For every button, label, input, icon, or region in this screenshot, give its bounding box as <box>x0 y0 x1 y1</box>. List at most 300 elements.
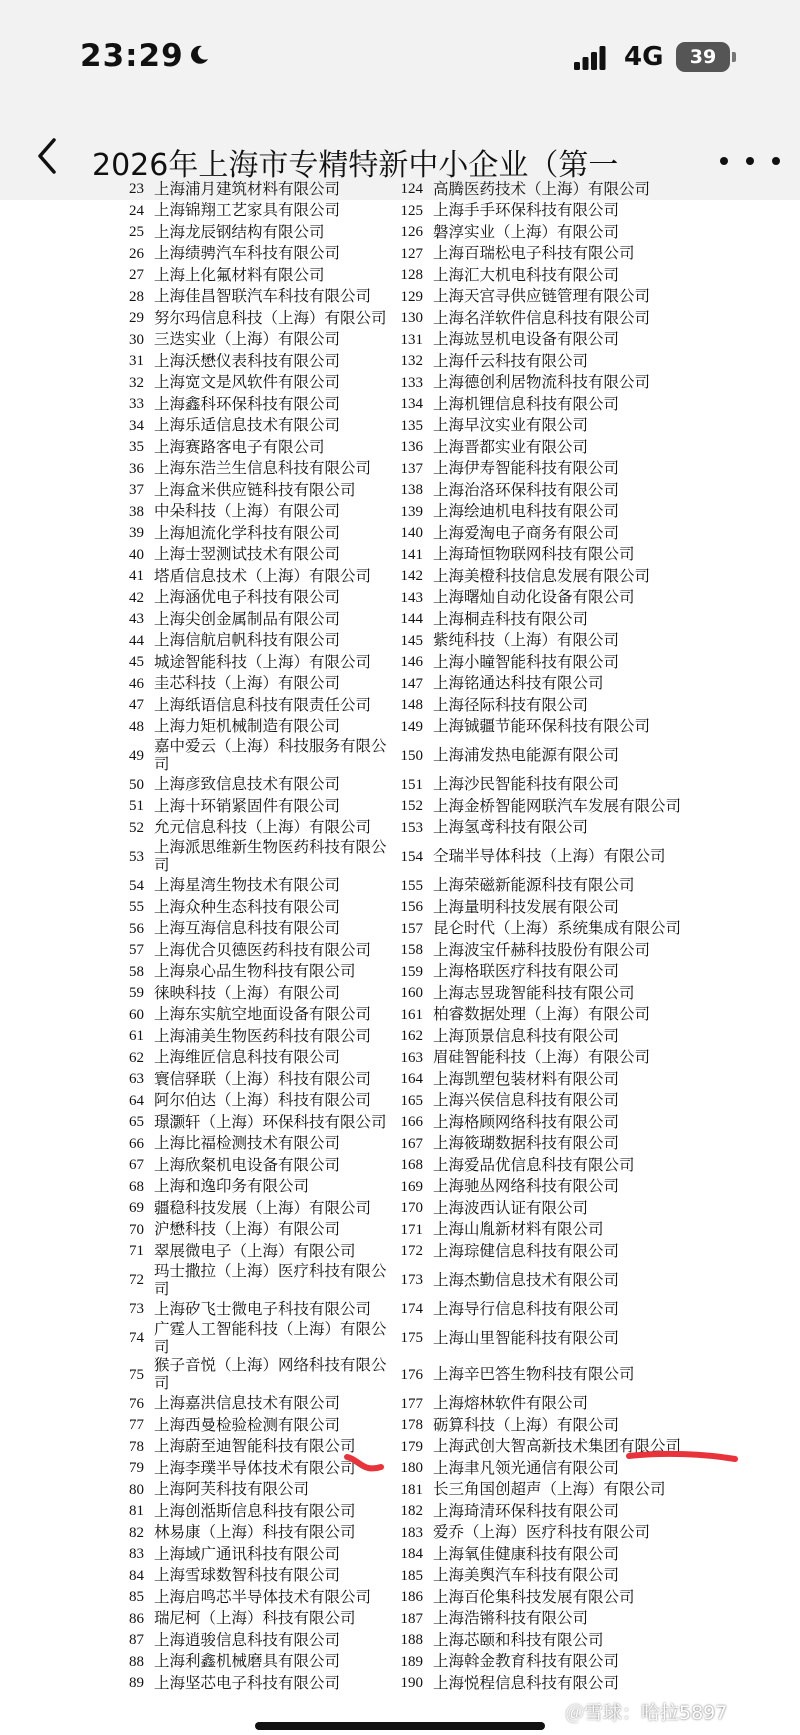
list-item <box>393 588 635 610</box>
status-bar <box>0 0 800 110</box>
item-number: 88 <box>129 1653 144 1670</box>
list-item <box>112 609 340 631</box>
list-item <box>112 1134 340 1156</box>
list-item <box>112 1299 371 1321</box>
item-number: 141 <box>400 546 423 563</box>
item-number: 125 <box>400 202 423 219</box>
item-number: 155 <box>400 877 423 894</box>
list-item <box>112 839 399 876</box>
list-item <box>112 523 340 545</box>
company-name: 上海名洋软件信息科技有限公司 <box>433 309 651 327</box>
list-item <box>112 1544 340 1566</box>
list-item <box>112 201 340 223</box>
list-item <box>112 1263 399 1300</box>
item-number: 158 <box>400 942 423 959</box>
company-name: 广霆人工智能科技（上海）有限公司 <box>154 1320 387 1356</box>
list-item <box>112 287 371 309</box>
status-time: 23:29 <box>80 38 184 74</box>
list-item <box>393 1652 619 1674</box>
company-name: 上海域广通讯科技有限公司 <box>154 1545 341 1563</box>
list-item <box>112 1630 340 1652</box>
list-item <box>393 940 650 962</box>
item-number: 179 <box>400 1438 423 1455</box>
page-title: 2026年上海市专精特新中小企业（第一 <box>92 148 619 183</box>
company-name: 上海斡金教育科技有限公司 <box>433 1653 620 1671</box>
list-item <box>112 1177 309 1199</box>
company-name: 昆仑时代（上海）系统集成有限公司 <box>433 920 682 938</box>
item-number: 188 <box>400 1632 423 1649</box>
list-item <box>393 566 650 588</box>
list-item <box>393 394 619 416</box>
list-item <box>393 652 619 674</box>
item-number: 40 <box>129 546 144 563</box>
list-item <box>393 1198 588 1220</box>
company-name: 上海手手环保科技有限公司 <box>433 202 620 220</box>
item-number: 151 <box>400 776 423 793</box>
list-item <box>393 1321 678 1358</box>
item-number: 157 <box>400 920 423 937</box>
company-name: 上海互海信息科技有限公司 <box>154 920 341 938</box>
list-item <box>112 1523 356 1545</box>
company-name: 上海波西认证有限公司 <box>433 1199 589 1217</box>
company-name: 上海志昱珑智能科技有限公司 <box>433 984 635 1002</box>
item-number: 187 <box>400 1610 423 1627</box>
company-name: 中朵科技（上海）有限公司 <box>154 503 341 521</box>
item-number: 60 <box>129 1006 144 1023</box>
company-name: 上海百瑞松电子科技有限公司 <box>433 245 635 263</box>
item-number: 28 <box>129 288 144 305</box>
company-name: 努尔玛信息科技（上海）有限公司 <box>154 309 387 327</box>
company-name: 上海浩锵科技有限公司 <box>433 1610 589 1628</box>
list-item <box>112 940 371 962</box>
list-item <box>112 775 340 797</box>
company-name: 上海悦程信息科技有限公司 <box>433 1674 620 1692</box>
home-indicator[interactable] <box>255 1722 545 1730</box>
list-item <box>393 287 650 309</box>
company-name: 圭芯科技（上海）有限公司 <box>154 675 341 693</box>
company-name: 上海波宝仟赫科技股份有限公司 <box>433 941 651 959</box>
list-item <box>393 1566 619 1588</box>
list-item <box>393 1501 619 1523</box>
company-name: 上海杰勤信息技术有限公司 <box>433 1271 620 1289</box>
list-item <box>112 1091 371 1113</box>
list-item <box>393 416 588 438</box>
list-item <box>112 1155 340 1177</box>
list-item <box>112 1415 340 1437</box>
item-number: 78 <box>129 1438 144 1455</box>
item-number: 61 <box>129 1028 144 1045</box>
moon-icon <box>188 44 210 66</box>
list-item <box>112 796 340 818</box>
list-item <box>393 1299 619 1321</box>
company-name: 上海筱瑚数据科技有限公司 <box>433 1135 620 1153</box>
item-number: 162 <box>400 1028 423 1045</box>
company-name: 上海德创利居物流科技有限公司 <box>433 374 651 392</box>
company-name: 上海治洛环保科技有限公司 <box>433 481 620 499</box>
battery-icon: 39 <box>676 42 730 72</box>
item-number: 35 <box>129 439 144 456</box>
list-item <box>112 437 325 459</box>
company-name: 上海金桥智能网联汽车发展有限公司 <box>433 797 682 815</box>
company-name: 砺算科技（上海）有限公司 <box>433 1416 620 1434</box>
item-number: 174 <box>400 1301 423 1318</box>
company-name: 上海熔林软件有限公司 <box>433 1395 589 1413</box>
item-number: 148 <box>400 697 423 714</box>
list-item <box>112 1026 371 1048</box>
company-name: 上海晋都实业有限公司 <box>433 438 589 456</box>
list-item <box>112 1437 356 1459</box>
item-number: 70 <box>129 1221 144 1238</box>
list-item <box>393 1673 619 1695</box>
company-name: 上海启鸣芯半导体技术有限公司 <box>154 1588 372 1606</box>
list-item <box>393 717 650 739</box>
company-name: 上海派思维新生物医药科技有限公司 <box>154 839 387 875</box>
item-number: 163 <box>400 1049 423 1066</box>
list-item <box>393 1177 619 1199</box>
company-name: 上海武创大智高新技术集团有限公司 <box>433 1438 682 1456</box>
list-item <box>393 1480 666 1502</box>
company-name: 上海旭流化学科技有限公司 <box>154 524 341 542</box>
company-name: 上海鑫科环保科技有限公司 <box>154 395 341 413</box>
list-item <box>112 1357 399 1394</box>
list-item <box>112 351 340 373</box>
item-number: 131 <box>400 331 423 348</box>
company-name: 上海量明科技发展有限公司 <box>433 898 620 916</box>
company-name: 上海天宫寻供应链管理有限公司 <box>433 288 651 306</box>
list-item <box>112 1048 340 1070</box>
item-number: 52 <box>129 819 144 836</box>
list-item <box>393 1155 635 1177</box>
company-name: 上海尖创金属制品有限公司 <box>154 610 341 628</box>
list-item <box>393 919 681 941</box>
item-number: 25 <box>129 224 144 241</box>
item-number: 32 <box>129 374 144 391</box>
item-number: 136 <box>400 439 423 456</box>
item-number: 74 <box>129 1330 144 1347</box>
item-number: 37 <box>129 482 144 499</box>
company-name: 上海爱品优信息科技有限公司 <box>433 1156 635 1174</box>
item-number: 31 <box>129 353 144 370</box>
item-number: 50 <box>129 776 144 793</box>
item-number: 182 <box>400 1503 423 1520</box>
company-name: 上海逍骏信息科技有限公司 <box>154 1631 341 1649</box>
company-name: 上海琦清环保科技有限公司 <box>433 1502 620 1520</box>
item-number: 138 <box>400 482 423 499</box>
item-number: 45 <box>129 654 144 671</box>
company-name: 爱乔（上海）医疗科技有限公司 <box>433 1524 651 1542</box>
company-name: 璟灏轩（上海）环保科技有限公司 <box>154 1113 387 1131</box>
list-item <box>112 876 340 898</box>
company-name: 上海早汶实业有限公司 <box>433 417 589 435</box>
company-name: 上海铭通达科技有限公司 <box>433 675 604 693</box>
list-item <box>393 1357 678 1394</box>
list-item <box>393 308 650 330</box>
red-highlight-mark-left <box>344 1452 384 1474</box>
item-number: 87 <box>129 1632 144 1649</box>
item-number: 27 <box>129 267 144 284</box>
list-item <box>112 459 371 481</box>
list-item <box>112 1501 356 1523</box>
list-item <box>112 566 371 588</box>
company-name: 上海阿芙科技有限公司 <box>154 1481 310 1499</box>
list-item <box>393 695 588 717</box>
list-item <box>393 1241 619 1263</box>
list-item <box>112 588 340 610</box>
company-name: 猴子音悦（上海）网络科技有限公司 <box>154 1357 387 1393</box>
list-item <box>112 652 371 674</box>
item-number: 54 <box>129 877 144 894</box>
company-name: 上海曙灿自动化设备有限公司 <box>433 589 635 607</box>
company-name: 上海仟云科技有限公司 <box>433 352 589 370</box>
company-name: 上海信航启帆科技有限公司 <box>154 632 341 650</box>
item-number: 72 <box>129 1272 144 1289</box>
item-number: 86 <box>129 1610 144 1627</box>
list-item <box>393 1394 588 1416</box>
item-number: 66 <box>129 1135 144 1152</box>
item-number: 132 <box>400 353 423 370</box>
company-name: 上海格联医疗科技有限公司 <box>433 963 620 981</box>
company-name: 上海琦恒物联网科技有限公司 <box>433 546 635 564</box>
list-item <box>112 373 340 395</box>
item-number: 38 <box>129 503 144 520</box>
company-name: 上海琮健信息科技有限公司 <box>433 1242 620 1260</box>
list-item <box>393 674 604 696</box>
item-number: 153 <box>400 819 423 836</box>
list-item <box>112 983 340 1005</box>
company-name: 上海优合贝德医药科技有限公司 <box>154 941 372 959</box>
list-item <box>112 631 340 653</box>
company-name: 上海泉心品生物科技有限公司 <box>154 963 356 981</box>
list-item <box>393 459 619 481</box>
company-name: 柏睿数据处理（上海）有限公司 <box>433 1006 651 1024</box>
list-item <box>393 1415 619 1437</box>
item-number: 154 <box>400 848 423 865</box>
item-number: 48 <box>129 718 144 735</box>
company-name: 允元信息科技（上海）有限公司 <box>154 819 372 837</box>
company-name: 上海机锂信息科技有限公司 <box>433 395 620 413</box>
item-number: 53 <box>129 848 144 865</box>
network-type: 4G <box>624 42 664 72</box>
company-name: 仝瑞半导体科技（上海）有限公司 <box>433 848 666 866</box>
company-name: 上海浦美生物医药科技有限公司 <box>154 1027 372 1045</box>
item-number: 39 <box>129 525 144 542</box>
red-highlight-mark-right <box>625 1448 740 1468</box>
item-number: 47 <box>129 697 144 714</box>
company-name: 上海宽文是风软件有限公司 <box>154 374 341 392</box>
list-item <box>112 179 340 201</box>
company-name: 瑞尼柯（上海）科技有限公司 <box>154 1610 356 1628</box>
list-item <box>393 1026 619 1048</box>
list-item <box>112 1069 371 1091</box>
item-number: 171 <box>400 1221 423 1238</box>
item-number: 58 <box>129 963 144 980</box>
item-number: 166 <box>400 1114 423 1131</box>
company-name: 上海荣磁新能源科技有限公司 <box>433 877 635 895</box>
list-item <box>393 1005 650 1027</box>
company-name: 上海美橙科技信息发展有限公司 <box>433 567 651 585</box>
item-number: 185 <box>400 1567 423 1584</box>
company-name: 上海欣粲机电设备有限公司 <box>154 1156 341 1174</box>
company-name: 林易康（上海）科技有限公司 <box>154 1524 356 1542</box>
list-item <box>112 962 356 984</box>
item-number: 63 <box>129 1071 144 1088</box>
company-name: 上海竑昱机电设备有限公司 <box>433 331 620 349</box>
item-number: 169 <box>400 1178 423 1195</box>
item-number: 127 <box>400 245 423 262</box>
item-number: 177 <box>400 1395 423 1412</box>
item-number: 56 <box>129 920 144 937</box>
item-number: 84 <box>129 1567 144 1584</box>
item-number: 175 <box>400 1330 423 1347</box>
company-name: 上海山胤新材料有限公司 <box>433 1221 604 1239</box>
company-name: 上海上化氟材料有限公司 <box>154 266 325 284</box>
battery-tip <box>732 52 736 62</box>
cellular-signal-icon <box>574 46 606 70</box>
item-number: 144 <box>400 611 423 628</box>
list-item <box>393 1458 619 1480</box>
item-number: 160 <box>400 985 423 1002</box>
company-name: 城途智能科技（上海）有限公司 <box>154 653 372 671</box>
company-name: 磐淳实业（上海）有限公司 <box>433 223 620 241</box>
item-number: 168 <box>400 1157 423 1174</box>
list-item <box>112 545 340 567</box>
company-name: 上海格顾网络科技有限公司 <box>433 1113 620 1131</box>
item-number: 89 <box>129 1675 144 1692</box>
item-number: 81 <box>129 1503 144 1520</box>
list-item <box>112 1321 399 1358</box>
company-name: 上海美舆汽车科技有限公司 <box>433 1567 620 1585</box>
item-number: 26 <box>129 245 144 262</box>
item-number: 65 <box>129 1114 144 1131</box>
list-item <box>112 416 340 438</box>
company-name: 上海坚芯电子科技有限公司 <box>154 1674 341 1692</box>
more-options-icon[interactable] <box>720 154 780 168</box>
item-number: 80 <box>129 1481 144 1498</box>
company-name: 徕映科技（上海）有限公司 <box>154 984 341 1002</box>
list-item <box>112 502 340 524</box>
company-name: 上海径际科技有限公司 <box>433 696 589 714</box>
company-name: 上海比福检测技术有限公司 <box>154 1135 341 1153</box>
list-item <box>393 1069 619 1091</box>
company-name: 上海山里智能科技有限公司 <box>433 1329 620 1347</box>
item-number: 149 <box>400 718 423 735</box>
item-number: 79 <box>129 1460 144 1477</box>
list-item <box>393 502 619 524</box>
company-name: 上海乐适信息技术有限公司 <box>154 417 341 435</box>
item-number: 181 <box>400 1481 423 1498</box>
list-item <box>112 244 340 266</box>
item-number: 75 <box>129 1366 144 1383</box>
list-item <box>393 631 619 653</box>
watermark: ＠雪球：哈拉5897 <box>565 1702 728 1724</box>
list-item <box>112 738 399 775</box>
item-number: 150 <box>400 747 423 764</box>
item-number: 173 <box>400 1272 423 1289</box>
list-item <box>393 179 650 201</box>
list-item <box>112 394 340 416</box>
company-name: 长三角国创超声（上海）有限公司 <box>433 1481 666 1499</box>
list-item <box>393 1048 650 1070</box>
list-item <box>112 1005 371 1027</box>
list-item <box>393 351 588 373</box>
item-number: 126 <box>400 224 423 241</box>
item-number: 64 <box>129 1092 144 1109</box>
list-item <box>393 265 619 287</box>
list-item <box>393 876 635 898</box>
company-name: 上海汇大机电科技有限公司 <box>433 266 620 284</box>
item-number: 134 <box>400 396 423 413</box>
list-item <box>112 480 356 502</box>
company-name: 上海沙民智能科技有限公司 <box>433 776 620 794</box>
item-number: 34 <box>129 417 144 434</box>
back-chevron-icon[interactable] <box>32 136 62 176</box>
item-number: 69 <box>129 1200 144 1217</box>
item-number: 43 <box>129 611 144 628</box>
item-number: 139 <box>400 503 423 520</box>
list-item <box>112 1587 371 1609</box>
company-name: 上海绩骋汽车科技有限公司 <box>154 245 341 263</box>
company-name: 上海佳昌智联汽车科技有限公司 <box>154 288 372 306</box>
item-number: 71 <box>129 1243 144 1260</box>
item-number: 172 <box>400 1243 423 1260</box>
item-number: 83 <box>129 1546 144 1563</box>
item-number: 36 <box>129 460 144 477</box>
item-number: 183 <box>400 1524 423 1541</box>
company-name: 上海桐垚科技有限公司 <box>433 610 589 628</box>
company-name: 上海蔚至迪智能科技有限公司 <box>154 1438 356 1456</box>
item-number: 129 <box>400 288 423 305</box>
item-number: 176 <box>400 1366 423 1383</box>
company-name: 上海沃懋仪表科技有限公司 <box>154 352 341 370</box>
item-number: 159 <box>400 963 423 980</box>
company-name: 紫纯科技（上海）有限公司 <box>433 632 620 650</box>
company-name: 上海彦致信息技术有限公司 <box>154 776 341 794</box>
item-number: 145 <box>400 632 423 649</box>
item-number: 170 <box>400 1200 423 1217</box>
company-name: 嘉中爱云（上海）科技服务有限公司 <box>154 738 387 774</box>
company-name: 上海氢鸢科技有限公司 <box>433 819 589 837</box>
company-name: 上海氧佳健康科技有限公司 <box>433 1545 620 1563</box>
company-name: 上海导行信息科技有限公司 <box>433 1300 620 1318</box>
list-item <box>393 818 588 840</box>
company-name: 上海矽飞士微电子科技有限公司 <box>154 1300 372 1318</box>
list-item <box>393 545 635 567</box>
list-item <box>393 1544 619 1566</box>
company-name: 上海盒米供应链科技有限公司 <box>154 481 356 499</box>
company-name: 上海龙辰钢结构有限公司 <box>154 223 325 241</box>
item-number: 62 <box>129 1049 144 1066</box>
item-number: 57 <box>129 942 144 959</box>
list-item <box>393 1523 650 1545</box>
company-name: 上海小瞳智能科技有限公司 <box>433 653 620 671</box>
item-number: 33 <box>129 396 144 413</box>
company-name: 上海铖疆节能环保科技有限公司 <box>433 718 651 736</box>
company-name: 玛士撒拉（上海）医疗科技有限公司 <box>154 1262 387 1298</box>
company-name: 上海伊寿智能科技有限公司 <box>433 460 620 478</box>
list-item <box>112 1609 356 1631</box>
item-number: 59 <box>129 985 144 1002</box>
list-item <box>112 1652 340 1674</box>
list-item <box>112 717 340 739</box>
company-name: 上海李璞半导体技术有限公司 <box>154 1459 356 1477</box>
list-item <box>112 695 371 717</box>
list-item <box>112 265 325 287</box>
item-number: 164 <box>400 1071 423 1088</box>
document-page[interactable] <box>0 180 800 1735</box>
item-number: 73 <box>129 1301 144 1318</box>
company-name: 塔盾信息技术（上海）有限公司 <box>154 567 372 585</box>
company-name: 上海涵优电子科技有限公司 <box>154 589 341 607</box>
